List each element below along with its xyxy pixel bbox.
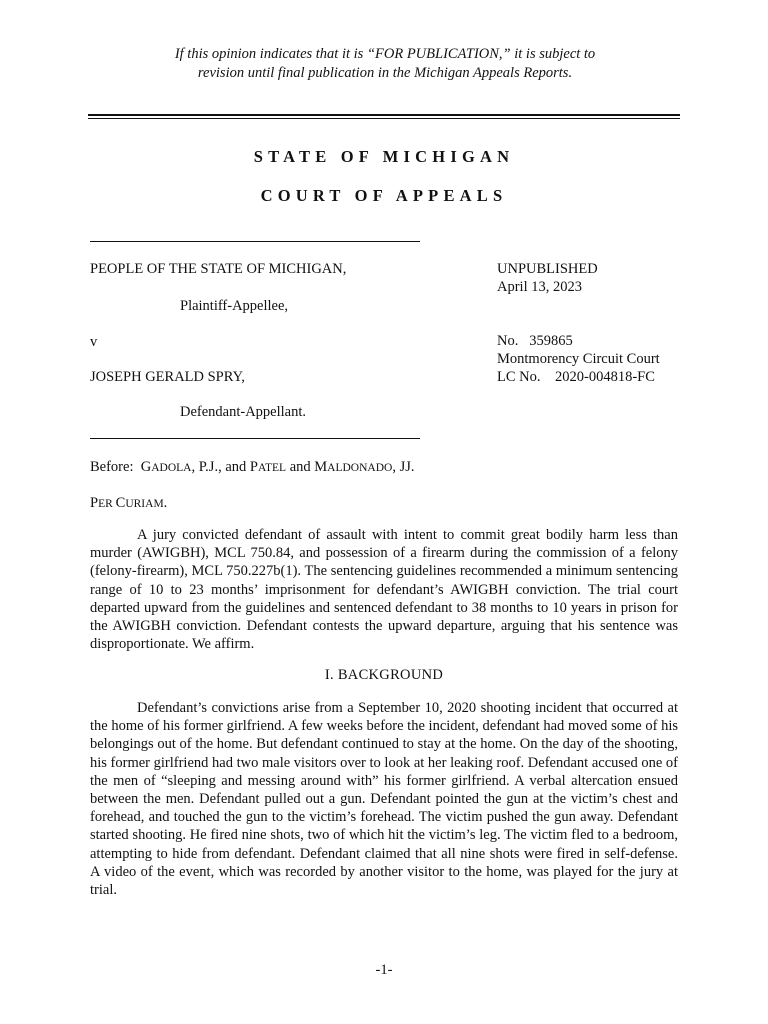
publication-notice-line-2: revision until final publication in the Michigan Appeals Reports.	[197, 65, 573, 81]
judge-1-suffix: , P.J., and	[191, 459, 250, 475]
publication-notice-line-1: If this opinion indicates that it is “FOR PUBLICATION,” it is subject to	[174, 46, 596, 62]
judge-2-suffix: and	[286, 459, 315, 475]
decision-date: April 13, 2023	[497, 279, 582, 295]
judge-1-initial: G	[140, 459, 152, 475]
caption-bottom-rule	[90, 438, 420, 439]
per-curiam-end: .	[163, 495, 168, 511]
plaintiff-role: Plaintiff-Appellee,	[180, 298, 289, 314]
per-curiam-r1: ER	[98, 498, 116, 510]
section-heading-background: I. BACKGROUND	[324, 667, 444, 683]
versus: v	[90, 334, 98, 350]
state-title: STATE OF MICHIGAN	[253, 147, 515, 166]
judge-2-initial: P	[249, 459, 258, 475]
header-double-rule	[88, 114, 680, 116]
opinion-paragraph-2-container	[90, 699, 678, 899]
plaintiff-name: PEOPLE OF THE STATE OF MICHIGAN,	[90, 261, 347, 277]
caption-top-rule	[90, 241, 420, 242]
per-curiam-p1: P	[90, 495, 99, 511]
defendant-role: Defendant-Appellant.	[180, 404, 307, 420]
judge-1-rest: ADOLA	[151, 462, 192, 474]
publication-notice	[90, 45, 680, 83]
panel-prefix: Before:	[90, 459, 141, 475]
docket-number: No. 359865	[497, 333, 573, 349]
judge-3-initial: M	[314, 459, 328, 475]
per-curiam	[90, 494, 167, 513]
judge-2-rest: ATEL	[257, 462, 287, 474]
lower-court: Montmorency Circuit Court	[497, 351, 660, 367]
opinion-paragraph-1: A jury convicted defendant of assault with intent to commit great bodily harm less than murder (AWIGBH), MCL 750.84, and possession of a firearm during the commission of a felony (felony-firearm), MCL 750.227b(1). The sentencing guidelines recommended a minimum sentencing range of 10 to 23 months’ imprisonment for defendant’s AWIGBH conviction. The trial court departed upward from the guidelines and sentenced defendant to 38 months to 10 years in prison for the AWIGBH conviction. Defendant contests the upward departure, arguing that his sentence was disproportionate. We affirm.	[90, 527, 678, 653]
publication-status: UNPUBLISHED	[497, 261, 598, 277]
judge-3-rest: ALDONADO	[327, 462, 393, 474]
court-title: COURT OF APPEALS	[260, 186, 508, 205]
lc-number: LC No. 2020-004818-FC	[497, 369, 655, 385]
defendant-name: JOSEPH GERALD SPRY,	[90, 369, 245, 385]
per-curiam-p2: C	[115, 495, 126, 511]
opinion-paragraph-1-container	[90, 526, 678, 653]
page-number: -1-	[375, 962, 393, 978]
panel-line	[90, 458, 415, 477]
per-curiam-r2: URIAM	[125, 498, 164, 510]
judge-3-suffix: , JJ.	[392, 459, 415, 475]
opinion-paragraph-2: Defendant’s convictions arise from a September 10, 2020 shooting incident that occurred at the home of his former girlfriend. A few weeks before the incident, defendant had moved some of his belongings out of the home. But defendant continued to stay at the home. On the day of the shooting, his former girlfriend had two male visitors over to look at her leaking roof. Defendant accused one of the men of “sleeping and messing around with” his former girlfriend. A verbal altercation ensued between the men. Defendant pulled out a gun. Defendant pointed the gun at the victim’s chest and forehead, and touched the gun to the victim’s forehead. The victim pushed the gun away. Defendant started shooting. He fired nine shots, two of which hit the victim’s leg. The victim fled to a bedroom, attempting to hide from defendant. Defendant claimed that all nine shots were fired in self-defense. A video of the event, which was recorded by another visitor to the home, was played for the jury at trial.	[90, 700, 678, 899]
